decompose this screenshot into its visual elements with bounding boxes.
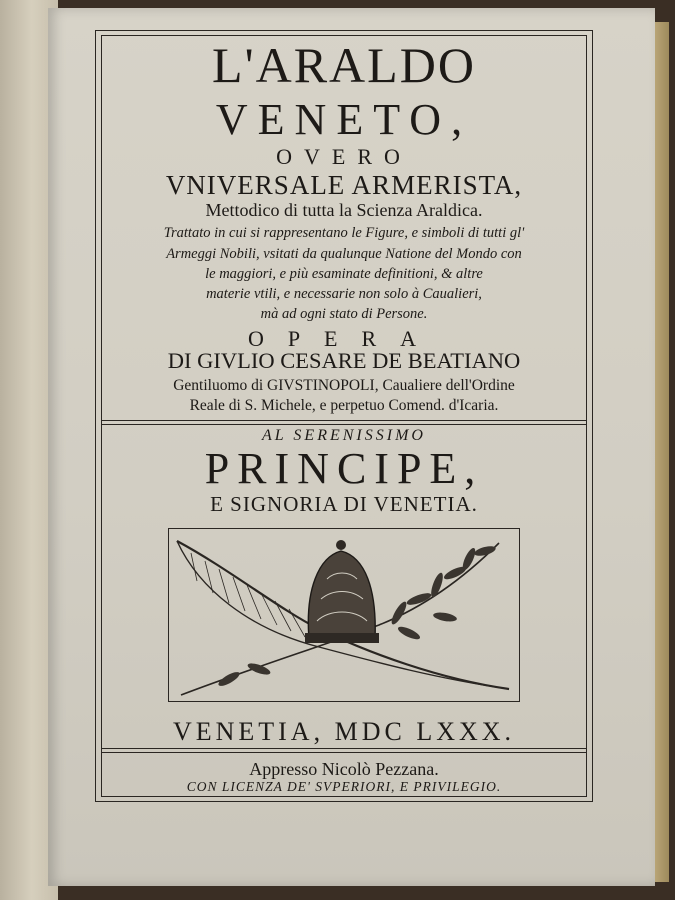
imprint-place-date: VENETIA, MDC LXXX.: [172, 717, 516, 746]
description-line: mà ad ogni stato di Persone.: [260, 306, 428, 322]
description-line: le maggiori, e più esaminate definitioni, & altre: [205, 266, 483, 282]
title-line-2: VENETO,: [215, 95, 473, 144]
printer-line: Appresso Nicolò Pezzana.: [249, 759, 439, 779]
page-edge-shadow: [653, 22, 669, 882]
description-line: Armeggi Nobili, vsitati da qualunque Natione del Mondo con: [166, 246, 522, 262]
subtitle: Mettodico di tutta la Scienza Araldica.: [205, 200, 483, 220]
title-line-3: OVERO: [276, 144, 412, 169]
divider-rule: [101, 424, 587, 425]
opera-label: OPERA: [247, 326, 441, 351]
divider-rule: [101, 748, 587, 749]
description-line: Trattato in cui si rappresentano le Figure, e simboli di tutti gl': [163, 225, 525, 241]
divider-rule: [101, 752, 587, 753]
title-line-1: L'ARALDO: [212, 37, 476, 93]
dedication-line-3: E SIGNORIA DI VENETIA.: [210, 492, 478, 516]
dedication-line-1: AL SERENISSIMO: [262, 427, 426, 444]
divider-rule: [101, 420, 587, 421]
description-line: materie vtili, e necessarie non solo à Caualieri,: [206, 286, 482, 302]
printer-emblem: [168, 528, 520, 702]
author-detail: Gentiluomo di GIVSTINOPOLI, Caualiere dell'Ordine: [173, 377, 515, 394]
license-line: CON LICENZA DE' SVPERIORI, E PRIVILEGIO.: [186, 779, 502, 794]
author-name: DI GIVLIO CESARE DE BEATIANO: [167, 348, 521, 373]
title-line-4: VNIVERSALE ARMERISTA,: [165, 170, 523, 200]
dedication-line-2: PRINCIPE,: [204, 444, 484, 493]
author-detail: Reale di S. Michele, e perpetuo Comend. d'Icaria.: [189, 397, 499, 414]
ducal-cap-with-palm-and-olive-branches-icon: [169, 529, 519, 701]
